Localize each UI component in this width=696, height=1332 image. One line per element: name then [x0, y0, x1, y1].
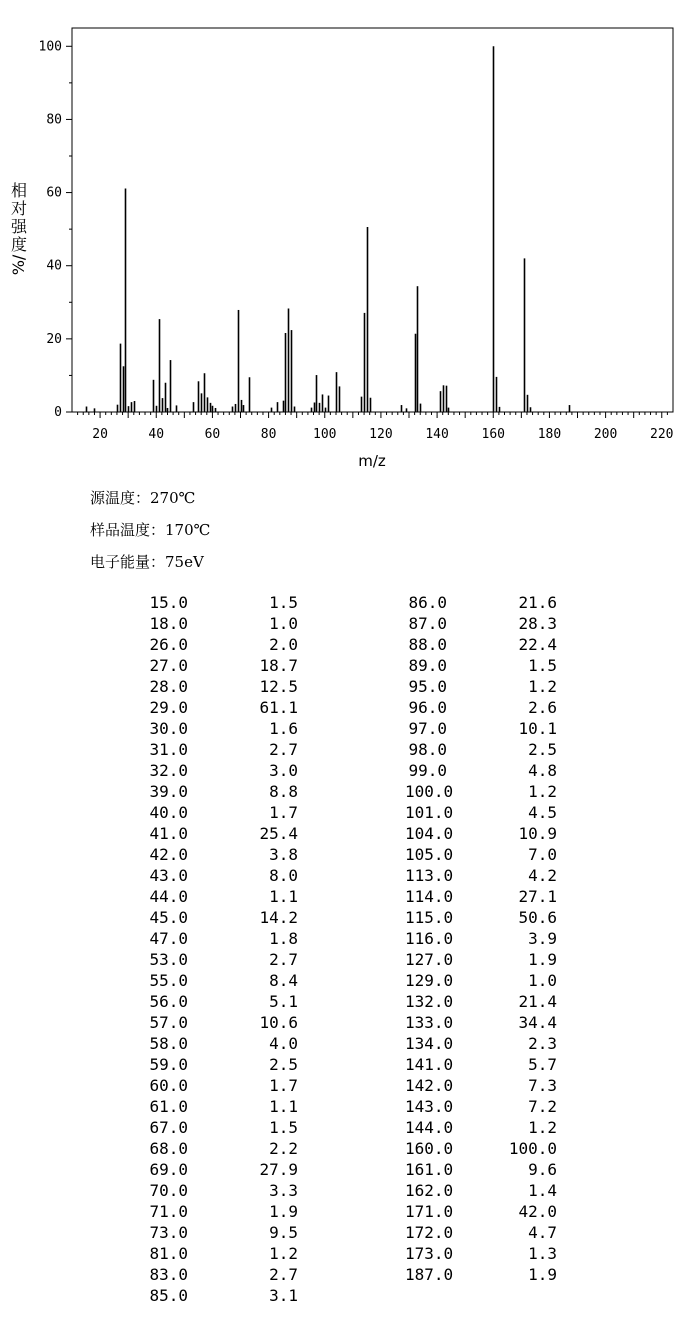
peak-mz: 83.0: [149, 1265, 188, 1284]
peak-row: [146, 592, 298, 613]
peak-row: [405, 1264, 557, 1285]
peak-row: [405, 1138, 557, 1159]
peak-row: [405, 1075, 557, 1096]
peak-row: [405, 1012, 557, 1033]
peak-mz: 127.0: [405, 950, 454, 969]
peak-intensity: 5.7: [528, 1055, 557, 1074]
peak-mz: 98.0: [408, 740, 447, 759]
y-tick-label: 20: [46, 331, 62, 347]
peak-intensity: 4.2: [528, 866, 557, 885]
peak-row: [146, 1201, 298, 1222]
peak-mz: 61.0: [149, 1097, 188, 1116]
peak-mz: 142.0: [405, 1076, 454, 1095]
peak-mz: 162.0: [405, 1181, 454, 1200]
peak-row: [146, 676, 298, 697]
peak-row: [405, 655, 557, 676]
peak-row: [146, 1033, 298, 1054]
peak-mz: 68.0: [149, 1139, 188, 1158]
peak-intensity: 28.3: [518, 614, 557, 633]
peak-intensity: 7.0: [528, 845, 557, 864]
peak-row: [146, 844, 298, 865]
x-tick-label: 200: [593, 427, 618, 442]
x-tick-label: 120: [369, 427, 393, 442]
peak-intensity: 1.7: [269, 803, 298, 822]
peak-mz: 67.0: [149, 1118, 188, 1137]
peak-mz: 32.0: [149, 761, 188, 780]
peak-intensity: 1.1: [269, 887, 298, 906]
peak-intensity: 9.5: [269, 1223, 298, 1242]
peak-row: [405, 865, 557, 886]
peak-intensity: 8.0: [269, 866, 298, 885]
peak-intensity: 1.5: [269, 593, 298, 612]
peak-mz: 187.0: [405, 1265, 454, 1284]
peak-row: [146, 1075, 298, 1096]
peak-intensity: 61.1: [259, 698, 298, 717]
peak-intensity: 1.9: [528, 1265, 557, 1284]
peak-intensity: 1.2: [528, 677, 557, 696]
peak-row: [146, 1117, 298, 1138]
peak-intensity: 1.2: [528, 782, 557, 801]
peak-intensity: 21.4: [518, 992, 557, 1011]
peak-intensity: 2.2: [269, 1139, 298, 1158]
peak-intensity: 8.8: [269, 782, 298, 801]
x-tick-label: 180: [537, 427, 562, 442]
x-tick-label: 40: [148, 427, 165, 442]
peak-row: [405, 1033, 557, 1054]
peak-intensity: 50.6: [518, 908, 557, 927]
peak-intensity: 2.6: [528, 698, 557, 717]
peak-row: [405, 823, 557, 844]
peak-intensity: 1.9: [269, 1202, 298, 1221]
electron-energy: 电子能量：75eV: [90, 553, 204, 571]
peak-intensity: 2.0: [269, 635, 298, 654]
peak-row: [405, 739, 557, 760]
peak-intensity: 4.0: [269, 1034, 298, 1053]
peak-mz: 115.0: [405, 908, 454, 927]
peak-table-left: [146, 592, 298, 1306]
peak-intensity: 3.0: [269, 761, 298, 780]
peak-mz: 27.0: [149, 656, 188, 675]
y-axis-ticks: [39, 39, 72, 420]
peak-row: [146, 613, 298, 634]
peak-intensity: 1.9: [528, 950, 557, 969]
peak-mz: 47.0: [149, 929, 188, 948]
peak-row: [405, 1117, 557, 1138]
peak-mz: 89.0: [408, 656, 447, 675]
peak-intensity: 4.8: [528, 761, 557, 780]
peak-mz: 101.0: [405, 803, 454, 822]
peak-row: [405, 1180, 557, 1201]
peak-intensity: 4.5: [528, 803, 557, 822]
peak-row: [146, 1159, 298, 1180]
peak-row: [146, 970, 298, 991]
peak-row: [146, 1243, 298, 1264]
y-axis-label-unit: %/: [9, 254, 28, 276]
peak-intensity: 14.2: [259, 908, 298, 927]
peak-intensity: 1.3: [528, 1244, 557, 1263]
peak-mz: 88.0: [408, 635, 447, 654]
peak-intensity: 1.4: [528, 1181, 557, 1200]
peak-row: [405, 907, 557, 928]
y-axis-label: [8, 182, 30, 274]
peak-mz: 39.0: [149, 782, 188, 801]
peak-intensity: 1.0: [269, 614, 298, 633]
x-tick-label: 80: [260, 427, 277, 442]
peak-row: [405, 1222, 557, 1243]
peak-mz: 141.0: [405, 1055, 454, 1074]
y-tick-label: 0: [54, 405, 62, 420]
peak-mz: 116.0: [405, 929, 454, 948]
peak-row: [405, 949, 557, 970]
peak-intensity: 8.4: [269, 971, 298, 990]
peak-mz: 18.0: [149, 614, 188, 633]
peak-mz: 58.0: [149, 1034, 188, 1053]
mass-spectrum-chart: [0, 0, 696, 480]
peak-mz: 70.0: [149, 1181, 188, 1200]
peak-mz: 60.0: [149, 1076, 188, 1095]
y-tick-label: 80: [46, 112, 62, 128]
peak-mz: 56.0: [149, 992, 188, 1011]
peak-mz: 42.0: [149, 845, 188, 864]
peak-mz: 160.0: [405, 1139, 454, 1158]
peak-mz: 104.0: [405, 824, 454, 843]
peak-intensity: 3.8: [269, 845, 298, 864]
peak-intensity: 27.9: [259, 1160, 298, 1179]
peak-mz: 143.0: [405, 1097, 454, 1116]
peak-intensity: 22.4: [518, 635, 557, 654]
peak-intensity: 1.2: [528, 1118, 557, 1137]
peak-mz: 53.0: [149, 950, 188, 969]
peak-intensity: 7.2: [528, 1097, 557, 1116]
peak-intensity: 2.7: [269, 950, 298, 969]
peak-intensity: 21.6: [518, 593, 557, 612]
x-tick-label: 140: [425, 427, 449, 442]
peak-mz: 161.0: [405, 1160, 454, 1179]
peak-intensity: 1.6: [269, 719, 298, 738]
peak-row: [146, 907, 298, 928]
peak-row: [146, 634, 298, 655]
peak-intensity: 2.7: [269, 1265, 298, 1284]
peak-row: [146, 1285, 298, 1306]
peak-intensity: 25.4: [259, 824, 298, 843]
y-axis-label-char: 度: [10, 235, 27, 254]
peak-intensity: 3.3: [269, 1181, 298, 1200]
peak-mz: 59.0: [149, 1055, 188, 1074]
peak-mz: 81.0: [149, 1244, 188, 1263]
peak-intensity: 3.1: [269, 1286, 298, 1305]
sample-temperature: 样品温度：170℃: [90, 521, 211, 539]
peak-mz: 172.0: [405, 1223, 454, 1242]
peak-intensity: 10.1: [518, 719, 557, 738]
peak-intensity: 1.8: [269, 929, 298, 948]
peak-row: [146, 886, 298, 907]
peak-row: [405, 1054, 557, 1075]
peak-mz: 31.0: [149, 740, 188, 759]
peak-mz: 41.0: [149, 824, 188, 843]
peak-mz: 129.0: [405, 971, 454, 990]
peak-row: [405, 676, 557, 697]
peak-row: [405, 592, 557, 613]
peak-intensity: 34.4: [518, 1013, 557, 1032]
peak-intensity: 3.9: [528, 929, 557, 948]
peak-intensity: 27.1: [518, 887, 557, 906]
y-tick-label: 100: [38, 39, 62, 55]
peak-mz: 55.0: [149, 971, 188, 990]
peak-row: [146, 697, 298, 718]
peak-intensity: 100.0: [508, 1139, 557, 1158]
peak-row: [405, 1243, 557, 1264]
peak-row: [405, 970, 557, 991]
peak-row: [405, 781, 557, 802]
peak-mz: 85.0: [149, 1286, 188, 1305]
peak-intensity: 1.0: [528, 971, 557, 990]
peak-intensity: 2.3: [528, 1034, 557, 1053]
peak-row: [405, 1159, 557, 1180]
y-tick-label: 40: [46, 258, 62, 274]
peak-row: [146, 823, 298, 844]
peak-row: [405, 886, 557, 907]
peak-mz: 132.0: [405, 992, 454, 1011]
y-tick-label: 60: [46, 185, 62, 201]
peak-row: [146, 1138, 298, 1159]
peak-mz: 100.0: [405, 782, 454, 801]
peak-intensity: 5.1: [269, 992, 298, 1011]
peak-row: [405, 613, 557, 634]
peak-mz: 73.0: [149, 1223, 188, 1242]
peak-row: [405, 634, 557, 655]
peak-mz: 69.0: [149, 1160, 188, 1179]
peak-mz: 44.0: [149, 887, 188, 906]
plot-frame: [72, 28, 673, 412]
peak-mz: 134.0: [405, 1034, 454, 1053]
peak-mz: 113.0: [405, 866, 454, 885]
peak-row: [146, 1222, 298, 1243]
peak-intensity: 2.5: [269, 1055, 298, 1074]
peak-intensity: 1.7: [269, 1076, 298, 1095]
peak-row: [405, 1201, 557, 1222]
peak-intensity: 2.7: [269, 740, 298, 759]
peak-mz: 171.0: [405, 1202, 454, 1221]
peak-row: [146, 802, 298, 823]
peak-row: [146, 760, 298, 781]
peak-mz: 57.0: [149, 1013, 188, 1032]
peak-table-right: [405, 592, 557, 1285]
y-axis-label-char: 对: [10, 199, 27, 218]
peak-mz: 95.0: [408, 677, 447, 696]
peak-mz: 99.0: [408, 761, 447, 780]
peak-intensity: 4.7: [528, 1223, 557, 1242]
peak-intensity: 9.6: [528, 1160, 557, 1179]
peak-mz: 29.0: [149, 698, 188, 717]
x-axis-label: m/z: [358, 452, 386, 470]
peak-row: [146, 949, 298, 970]
peak-intensity: 2.5: [528, 740, 557, 759]
x-tick-label: 220: [650, 427, 674, 442]
peak-mz: 40.0: [149, 803, 188, 822]
peak-row: [405, 697, 557, 718]
peak-mz: 71.0: [149, 1202, 188, 1221]
peak-row: [146, 991, 298, 1012]
peak-mz: 105.0: [405, 845, 454, 864]
peak-intensity: 1.2: [269, 1244, 298, 1263]
peak-mz: 30.0: [149, 719, 188, 738]
spectrum-bars: [87, 46, 570, 412]
y-axis-label-char: 强: [10, 217, 27, 236]
peak-row: [146, 781, 298, 802]
peak-mz: 45.0: [149, 908, 188, 927]
peak-intensity: 10.6: [259, 1013, 298, 1032]
peak-intensity: 1.5: [528, 656, 557, 675]
peak-row: [146, 928, 298, 949]
peak-row: [146, 1012, 298, 1033]
x-tick-label: 20: [92, 427, 108, 442]
peak-intensity: 10.9: [518, 824, 557, 843]
peak-row: [146, 1096, 298, 1117]
peak-mz: 96.0: [408, 698, 447, 717]
peak-row: [146, 739, 298, 760]
peak-mz: 86.0: [408, 593, 447, 612]
peak-row: [146, 865, 298, 886]
x-tick-label: 160: [481, 427, 506, 442]
peak-mz: 114.0: [405, 887, 454, 906]
peak-mz: 173.0: [405, 1244, 454, 1263]
x-axis-ticks: [78, 412, 674, 442]
peak-intensity: 12.5: [259, 677, 298, 696]
peak-row: [405, 718, 557, 739]
peak-row: [405, 1096, 557, 1117]
peak-intensity: 42.0: [518, 1202, 557, 1221]
peak-intensity: 1.1: [269, 1097, 298, 1116]
peak-row: [405, 760, 557, 781]
peak-row: [146, 1054, 298, 1075]
peak-mz: 28.0: [149, 677, 188, 696]
peak-mz: 144.0: [405, 1118, 454, 1137]
peak-mz: 97.0: [408, 719, 447, 738]
x-tick-label: 100: [313, 427, 337, 442]
peak-row: [146, 718, 298, 739]
peak-row: [405, 844, 557, 865]
peak-mz: 87.0: [408, 614, 447, 633]
peak-row: [405, 991, 557, 1012]
peak-intensity: 18.7: [259, 656, 298, 675]
peak-row: [146, 1180, 298, 1201]
peak-mz: 15.0: [149, 593, 188, 612]
peak-mz: 43.0: [149, 866, 188, 885]
peak-mz: 26.0: [149, 635, 188, 654]
source-temperature: 源温度：270℃: [90, 489, 196, 507]
peak-intensity: 7.3: [528, 1076, 557, 1095]
peak-row: [405, 928, 557, 949]
x-tick-label: 60: [204, 427, 221, 442]
y-axis-label-char: 相: [10, 181, 27, 200]
peak-row: [146, 1264, 298, 1285]
peak-row: [405, 802, 557, 823]
peak-row: [146, 655, 298, 676]
peak-mz: 133.0: [405, 1013, 454, 1032]
peak-intensity: 1.5: [269, 1118, 298, 1137]
